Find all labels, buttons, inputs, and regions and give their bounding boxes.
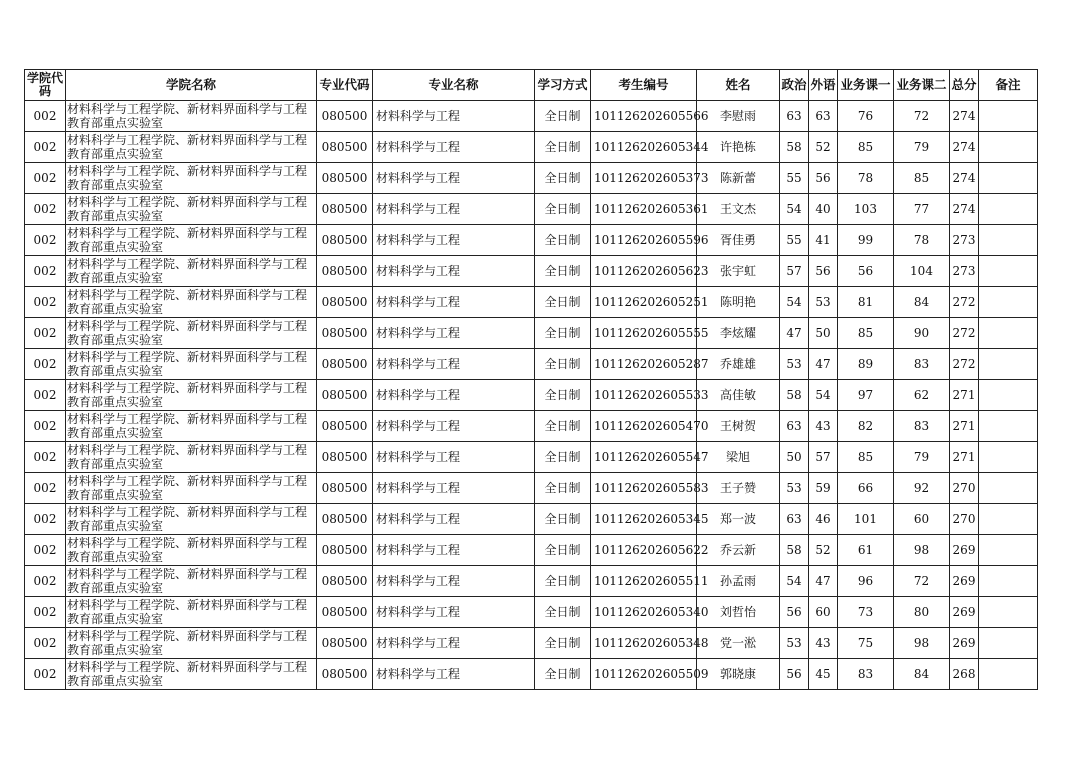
cell-politics: 53 [780,473,809,504]
cell-total: 270 [950,473,979,504]
cell-politics: 58 [780,535,809,566]
cell-major-name: 材料科学与工程 [373,132,535,163]
cell-politics: 63 [780,411,809,442]
cell-study-mode: 全日制 [535,597,591,628]
cell-course-2: 77 [894,194,950,225]
cell-course-1: 85 [838,442,894,473]
cell-exam-number: 101126202605511 [591,566,697,597]
cell-politics: 53 [780,628,809,659]
cell-exam-number: 101126202605623 [591,256,697,287]
cell-name: 乔云新 [697,535,780,566]
cell-name: 李慰雨 [697,101,780,132]
cell-course-1: 61 [838,535,894,566]
table-row [25,349,1038,380]
header-course-1: 业务课一 [838,70,894,101]
cell-college-name: 材料科学与工程学院、新材料界面科学与工程教育部重点实验室 [66,256,317,287]
cell-foreign-language: 41 [809,225,838,256]
cell-total: 273 [950,256,979,287]
table-body [25,101,1038,690]
cell-total: 268 [950,659,979,690]
header-college-code: 学院代码 [25,70,66,101]
cell-study-mode: 全日制 [535,349,591,380]
cell-name: 高佳敏 [697,380,780,411]
cell-course-2: 90 [894,318,950,349]
cell-politics: 55 [780,225,809,256]
table-row [25,101,1038,132]
table-row [25,411,1038,442]
table-row [25,628,1038,659]
cell-college-name: 材料科学与工程学院、新材料界面科学与工程教育部重点实验室 [66,628,317,659]
cell-course-1: 81 [838,287,894,318]
cell-course-1: 99 [838,225,894,256]
cell-college-name: 材料科学与工程学院、新材料界面科学与工程教育部重点实验室 [66,535,317,566]
cell-politics: 55 [780,163,809,194]
cell-course-1: 82 [838,411,894,442]
header-total: 总分 [950,70,979,101]
cell-college-name: 材料科学与工程学院、新材料界面科学与工程教育部重点实验室 [66,101,317,132]
cell-politics: 56 [780,597,809,628]
cell-exam-number: 101126202605345 [591,504,697,535]
cell-college-name: 材料科学与工程学院、新材料界面科学与工程教育部重点实验室 [66,411,317,442]
cell-foreign-language: 43 [809,411,838,442]
cell-total: 271 [950,380,979,411]
table-row [25,504,1038,535]
header-foreign-language: 外语 [809,70,838,101]
cell-course-2: 60 [894,504,950,535]
cell-major-code: 080500 [317,628,373,659]
cell-college-code: 002 [25,535,66,566]
cell-name: 许艳栋 [697,132,780,163]
cell-study-mode: 全日制 [535,628,591,659]
cell-name: 郭晓康 [697,659,780,690]
cell-major-name: 材料科学与工程 [373,318,535,349]
table-row [25,473,1038,504]
cell-remark [979,380,1038,411]
cell-exam-number: 101126202605566 [591,101,697,132]
cell-total: 274 [950,132,979,163]
cell-major-code: 080500 [317,504,373,535]
cell-foreign-language: 56 [809,163,838,194]
cell-course-2: 84 [894,287,950,318]
cell-major-name: 材料科学与工程 [373,659,535,690]
cell-major-code: 080500 [317,535,373,566]
cell-remark [979,535,1038,566]
table-row [25,566,1038,597]
cell-politics: 47 [780,318,809,349]
cell-remark [979,597,1038,628]
cell-college-name: 材料科学与工程学院、新材料界面科学与工程教育部重点实验室 [66,163,317,194]
cell-exam-number: 101126202605340 [591,597,697,628]
cell-major-code: 080500 [317,163,373,194]
header-study-mode: 学习方式 [535,70,591,101]
table-row [25,597,1038,628]
table-row [25,194,1038,225]
cell-total: 272 [950,318,979,349]
cell-name: 胥佳勇 [697,225,780,256]
cell-major-name: 材料科学与工程 [373,194,535,225]
cell-name: 党一淞 [697,628,780,659]
table-row [25,132,1038,163]
cell-foreign-language: 57 [809,442,838,473]
header-remark: 备注 [979,70,1038,101]
cell-major-name: 材料科学与工程 [373,504,535,535]
cell-remark [979,256,1038,287]
cell-college-code: 002 [25,318,66,349]
cell-name: 刘哲怡 [697,597,780,628]
cell-course-1: 75 [838,628,894,659]
cell-course-2: 84 [894,659,950,690]
cell-major-name: 材料科学与工程 [373,101,535,132]
cell-major-name: 材料科学与工程 [373,411,535,442]
cell-study-mode: 全日制 [535,132,591,163]
cell-total: 269 [950,535,979,566]
cell-politics: 58 [780,380,809,411]
cell-major-code: 080500 [317,659,373,690]
cell-course-2: 80 [894,597,950,628]
cell-course-1: 101 [838,504,894,535]
cell-foreign-language: 46 [809,504,838,535]
cell-major-code: 080500 [317,380,373,411]
cell-course-2: 85 [894,163,950,194]
cell-course-1: 89 [838,349,894,380]
cell-name: 张宇虹 [697,256,780,287]
cell-remark [979,566,1038,597]
cell-name: 陈明艳 [697,287,780,318]
cell-major-name: 材料科学与工程 [373,628,535,659]
cell-exam-number: 101126202605555 [591,318,697,349]
table-row [25,380,1038,411]
cell-college-code: 002 [25,659,66,690]
cell-college-name: 材料科学与工程学院、新材料界面科学与工程教育部重点实验室 [66,380,317,411]
table-row [25,287,1038,318]
cell-major-code: 080500 [317,442,373,473]
cell-study-mode: 全日制 [535,380,591,411]
cell-total: 273 [950,225,979,256]
cell-exam-number: 101126202605509 [591,659,697,690]
cell-college-code: 002 [25,101,66,132]
cell-college-name: 材料科学与工程学院、新材料界面科学与工程教育部重点实验室 [66,597,317,628]
cell-foreign-language: 47 [809,566,838,597]
cell-study-mode: 全日制 [535,411,591,442]
cell-exam-number: 101126202605361 [591,194,697,225]
cell-major-code: 080500 [317,132,373,163]
cell-college-code: 002 [25,380,66,411]
cell-major-name: 材料科学与工程 [373,163,535,194]
cell-major-name: 材料科学与工程 [373,535,535,566]
cell-remark [979,504,1038,535]
cell-college-code: 002 [25,256,66,287]
cell-remark [979,287,1038,318]
header-major-name: 专业名称 [373,70,535,101]
cell-total: 269 [950,597,979,628]
cell-remark [979,132,1038,163]
cell-exam-number: 101126202605251 [591,287,697,318]
cell-course-2: 98 [894,628,950,659]
table-row [25,318,1038,349]
cell-remark [979,349,1038,380]
cell-college-code: 002 [25,411,66,442]
header-major-code: 专业代码 [317,70,373,101]
cell-college-name: 材料科学与工程学院、新材料界面科学与工程教育部重点实验室 [66,132,317,163]
cell-college-name: 材料科学与工程学院、新材料界面科学与工程教育部重点实验室 [66,442,317,473]
cell-name: 梁旭 [697,442,780,473]
cell-major-name: 材料科学与工程 [373,442,535,473]
cell-study-mode: 全日制 [535,163,591,194]
cell-college-code: 002 [25,163,66,194]
cell-total: 270 [950,504,979,535]
cell-college-code: 002 [25,287,66,318]
cell-name: 王树贺 [697,411,780,442]
cell-exam-number: 101126202605470 [591,411,697,442]
cell-total: 272 [950,349,979,380]
cell-college-code: 002 [25,566,66,597]
cell-foreign-language: 43 [809,628,838,659]
cell-college-code: 002 [25,628,66,659]
cell-remark [979,628,1038,659]
cell-politics: 63 [780,504,809,535]
cell-course-2: 104 [894,256,950,287]
table-row [25,225,1038,256]
cell-major-name: 材料科学与工程 [373,256,535,287]
header-course-2: 业务课二 [894,70,950,101]
cell-politics: 58 [780,132,809,163]
cell-name: 乔雄雄 [697,349,780,380]
cell-major-code: 080500 [317,194,373,225]
cell-name: 陈新蕾 [697,163,780,194]
cell-major-name: 材料科学与工程 [373,566,535,597]
cell-college-name: 材料科学与工程学院、新材料界面科学与工程教育部重点实验室 [66,287,317,318]
cell-remark [979,318,1038,349]
cell-major-code: 080500 [317,566,373,597]
table-row [25,535,1038,566]
cell-college-name: 材料科学与工程学院、新材料界面科学与工程教育部重点实验室 [66,566,317,597]
cell-total: 274 [950,101,979,132]
cell-foreign-language: 53 [809,287,838,318]
cell-foreign-language: 50 [809,318,838,349]
cell-foreign-language: 40 [809,194,838,225]
cell-foreign-language: 45 [809,659,838,690]
table-row [25,163,1038,194]
header-name: 姓名 [697,70,780,101]
cell-college-name: 材料科学与工程学院、新材料界面科学与工程教育部重点实验室 [66,473,317,504]
cell-college-name: 材料科学与工程学院、新材料界面科学与工程教育部重点实验室 [66,504,317,535]
cell-major-code: 080500 [317,101,373,132]
cell-foreign-language: 59 [809,473,838,504]
cell-study-mode: 全日制 [535,225,591,256]
cell-total: 274 [950,163,979,194]
cell-foreign-language: 54 [809,380,838,411]
cell-exam-number: 101126202605622 [591,535,697,566]
table-row [25,256,1038,287]
cell-college-name: 材料科学与工程学院、新材料界面科学与工程教育部重点实验室 [66,318,317,349]
cell-course-2: 62 [894,380,950,411]
cell-course-1: 85 [838,132,894,163]
cell-foreign-language: 52 [809,535,838,566]
cell-politics: 50 [780,442,809,473]
cell-course-1: 96 [838,566,894,597]
header-politics: 政治 [780,70,809,101]
cell-study-mode: 全日制 [535,473,591,504]
cell-college-name: 材料科学与工程学院、新材料界面科学与工程教育部重点实验室 [66,194,317,225]
cell-total: 269 [950,628,979,659]
cell-major-name: 材料科学与工程 [373,473,535,504]
cell-foreign-language: 56 [809,256,838,287]
cell-college-code: 002 [25,473,66,504]
cell-course-2: 83 [894,411,950,442]
cell-total: 271 [950,411,979,442]
table-row [25,442,1038,473]
cell-course-1: 83 [838,659,894,690]
cell-exam-number: 101126202605547 [591,442,697,473]
cell-name: 王子赞 [697,473,780,504]
cell-study-mode: 全日制 [535,256,591,287]
cell-exam-number: 101126202605583 [591,473,697,504]
cell-study-mode: 全日制 [535,659,591,690]
cell-study-mode: 全日制 [535,504,591,535]
cell-course-2: 72 [894,101,950,132]
cell-major-name: 材料科学与工程 [373,225,535,256]
cell-politics: 54 [780,194,809,225]
cell-total: 271 [950,442,979,473]
cell-foreign-language: 52 [809,132,838,163]
cell-college-code: 002 [25,504,66,535]
header-exam-number: 考生编号 [591,70,697,101]
cell-total: 274 [950,194,979,225]
cell-college-code: 002 [25,597,66,628]
cell-college-code: 002 [25,225,66,256]
cell-major-code: 080500 [317,318,373,349]
cell-course-1: 103 [838,194,894,225]
cell-college-name: 材料科学与工程学院、新材料界面科学与工程教育部重点实验室 [66,659,317,690]
cell-major-code: 080500 [317,473,373,504]
cell-politics: 53 [780,349,809,380]
cell-study-mode: 全日制 [535,287,591,318]
cell-course-2: 92 [894,473,950,504]
cell-politics: 63 [780,101,809,132]
cell-remark [979,442,1038,473]
cell-foreign-language: 63 [809,101,838,132]
cell-study-mode: 全日制 [535,194,591,225]
cell-politics: 54 [780,287,809,318]
table-row [25,659,1038,690]
cell-foreign-language: 47 [809,349,838,380]
cell-remark [979,225,1038,256]
cell-major-name: 材料科学与工程 [373,380,535,411]
cell-exam-number: 101126202605373 [591,163,697,194]
cell-course-2: 83 [894,349,950,380]
cell-study-mode: 全日制 [535,442,591,473]
cell-course-1: 73 [838,597,894,628]
cell-major-code: 080500 [317,597,373,628]
admission-score-table [24,69,1038,690]
cell-foreign-language: 60 [809,597,838,628]
cell-course-1: 85 [838,318,894,349]
cell-politics: 57 [780,256,809,287]
cell-total: 269 [950,566,979,597]
cell-remark [979,659,1038,690]
cell-course-2: 98 [894,535,950,566]
cell-politics: 54 [780,566,809,597]
cell-course-1: 78 [838,163,894,194]
cell-course-2: 78 [894,225,950,256]
cell-politics: 56 [780,659,809,690]
cell-exam-number: 101126202605344 [591,132,697,163]
cell-course-2: 79 [894,132,950,163]
cell-name: 孙孟雨 [697,566,780,597]
cell-college-code: 002 [25,442,66,473]
cell-name: 李炫耀 [697,318,780,349]
cell-college-code: 002 [25,349,66,380]
cell-name: 郑一波 [697,504,780,535]
cell-course-2: 79 [894,442,950,473]
cell-study-mode: 全日制 [535,101,591,132]
header-row [25,70,1038,101]
cell-course-1: 76 [838,101,894,132]
cell-study-mode: 全日制 [535,535,591,566]
header-college-name: 学院名称 [66,70,317,101]
cell-remark [979,163,1038,194]
cell-name: 王文杰 [697,194,780,225]
cell-course-2: 72 [894,566,950,597]
cell-remark [979,101,1038,132]
cell-major-code: 080500 [317,256,373,287]
cell-major-name: 材料科学与工程 [373,287,535,318]
cell-study-mode: 全日制 [535,318,591,349]
cell-major-name: 材料科学与工程 [373,597,535,628]
cell-course-1: 56 [838,256,894,287]
cell-major-name: 材料科学与工程 [373,349,535,380]
cell-study-mode: 全日制 [535,566,591,597]
cell-course-1: 97 [838,380,894,411]
cell-college-name: 材料科学与工程学院、新材料界面科学与工程教育部重点实验室 [66,349,317,380]
cell-course-1: 66 [838,473,894,504]
cell-major-code: 080500 [317,225,373,256]
cell-major-code: 080500 [317,349,373,380]
cell-exam-number: 101126202605348 [591,628,697,659]
cell-college-name: 材料科学与工程学院、新材料界面科学与工程教育部重点实验室 [66,225,317,256]
cell-remark [979,473,1038,504]
cell-exam-number: 101126202605533 [591,380,697,411]
cell-exam-number: 101126202605596 [591,225,697,256]
cell-remark [979,194,1038,225]
cell-major-code: 080500 [317,411,373,442]
cell-exam-number: 101126202605287 [591,349,697,380]
cell-college-code: 002 [25,194,66,225]
cell-total: 272 [950,287,979,318]
cell-major-code: 080500 [317,287,373,318]
cell-remark [979,411,1038,442]
cell-college-code: 002 [25,132,66,163]
